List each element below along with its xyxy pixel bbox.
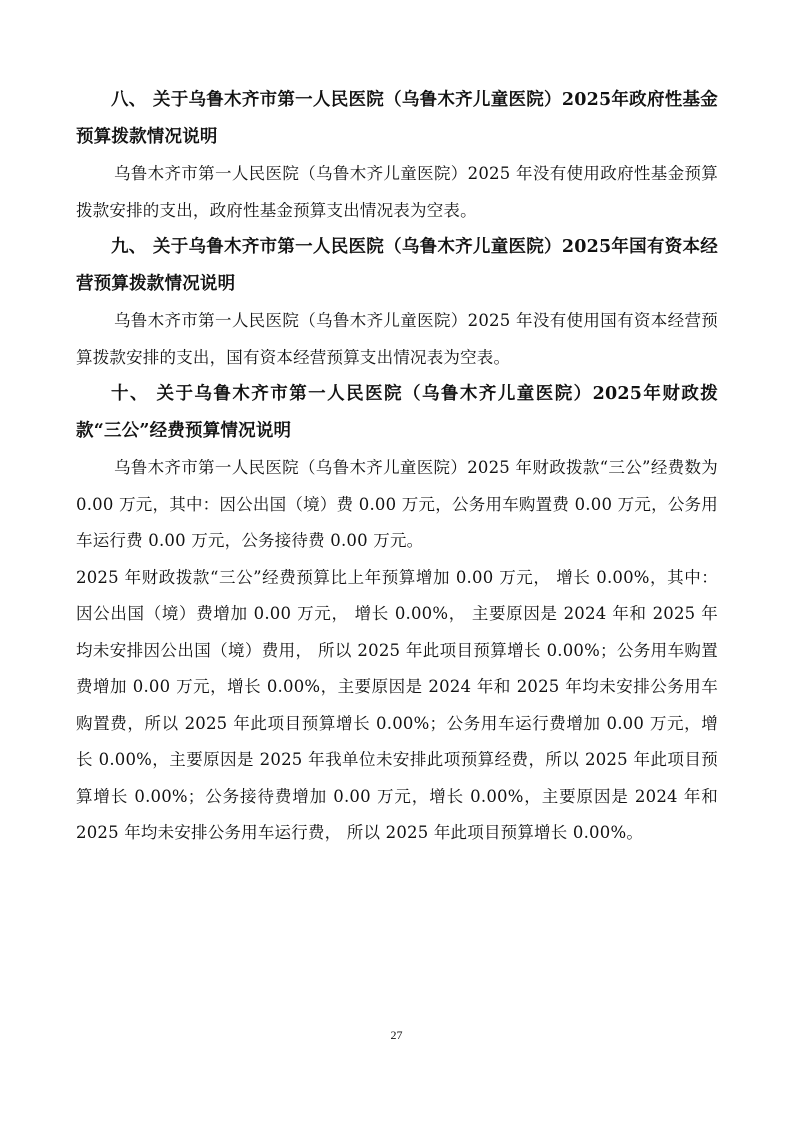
section-9-heading: 九、 关于乌鲁木齐市第一人民医院（乌鲁木齐儿童医院）2025年国有资本经营预算拨款情况说明 — [76, 237, 718, 294]
section-10-paragraph-1: 乌鲁木齐市第一人民医院（乌鲁木齐儿童医院）2025 年财政拨款“三公”经费数为 0.00 万元，其中：因公出国（境）费 0.00 万元，公务用车购置费 0.00 万元，公务用车运行费 0.00 万元，公务接待费 0.00 万元。 — [76, 458, 718, 550]
section-9-paragraph: 乌鲁木齐市第一人民医院（乌鲁木齐儿童医院）2025 年没有使用国有资本经营预算拨款安排的支出，国有资本经营预算支出情况表为空表。 — [76, 311, 718, 367]
section-9 — [76, 229, 718, 376]
section-10 — [76, 376, 718, 852]
document-body — [76, 82, 718, 852]
section-10-paragraph-2: 2025 年财政拨款“三公”经费预算比上年预算增加 0.00 万元， 增长 0.00%，其中：因公出国（境）费增加 0.00 万元， 增长 0.00%， 主要原因是 2024 年和 2025 年均未安排因公出国（境）费用， 所以 2025 年此项目预算增长 0.00%；公务用车购置费增加 0.00 万元，增长 0.00%，主要原因是 2024 年和 2025 年均未安排公务用车购置费，所以 2025 年此项目预算增长 0.00%；公务用车运行费增加 0.00 万元，增长 0.00%，主要原因是 2025 年我单位未安排此项预算经费，所以 2025 年此项目预算增长 0.00%；公务接待费增加 0.00 万元，增长 0.00%，主要原因是 2024 年和 2025 年均未安排公务用车运行费， 所以 2025 年此项目预算增长 0.00%。 — [76, 567, 718, 842]
page-number: 27 — [390, 1028, 403, 1042]
section-8 — [76, 82, 718, 229]
section-8-paragraph: 乌鲁木齐市第一人民医院（乌鲁木齐儿童医院）2025 年没有使用政府性基金预算拨款安排的支出，政府性基金预算支出情况表为空表。 — [76, 164, 718, 220]
section-8-heading: 八、 关于乌鲁木齐市第一人民医院（乌鲁木齐儿童医院）2025年政府性基金预算拨款情况说明 — [76, 90, 718, 147]
section-10-heading: 十、 关于乌鲁木齐市第一人民医院（乌鲁木齐儿童医院）2025年财政拨款“三公”经费预算情况说明 — [76, 384, 718, 441]
